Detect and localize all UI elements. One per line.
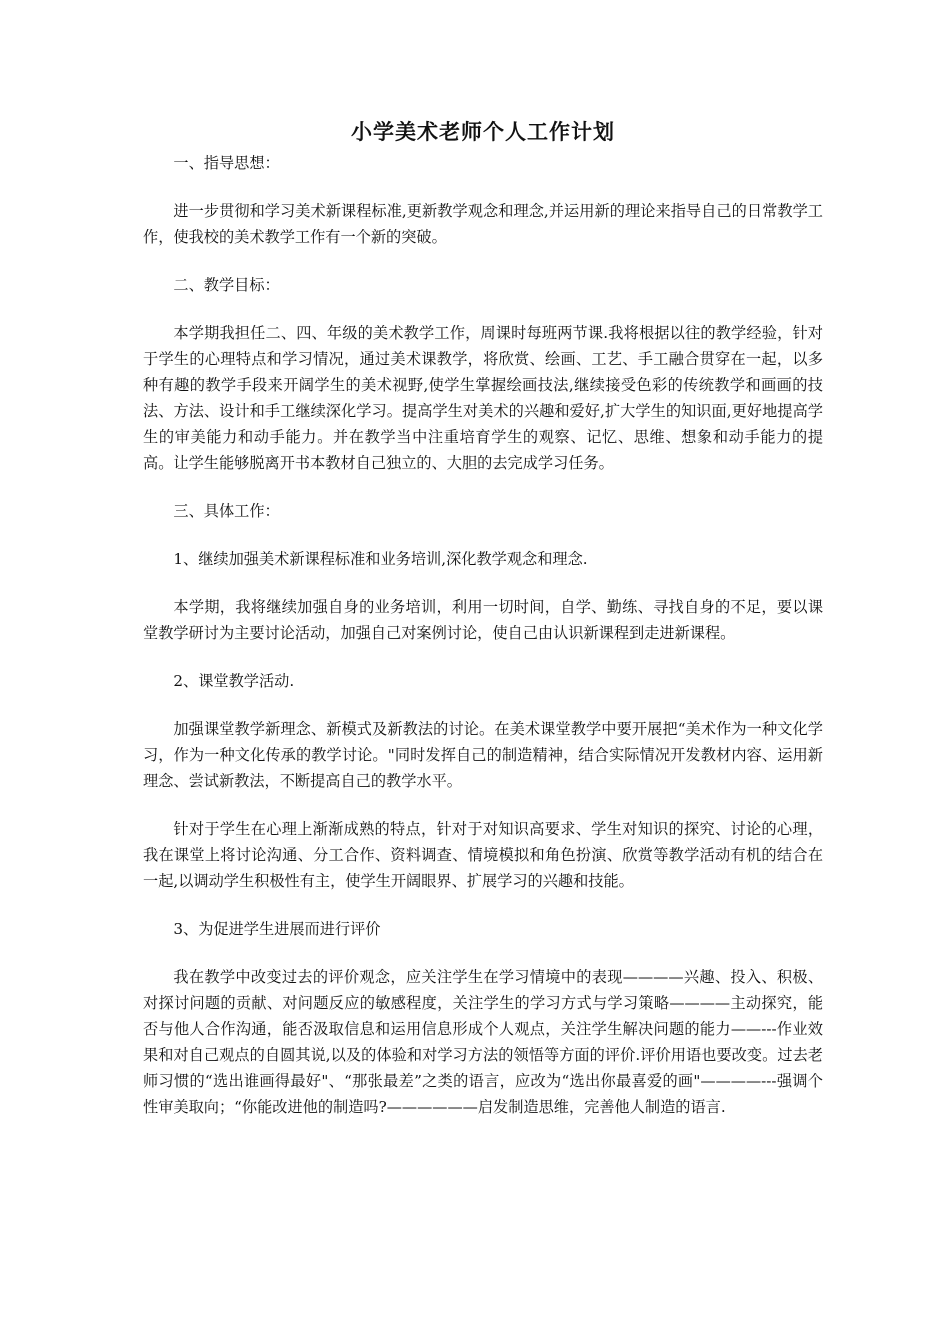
paragraph: 加强课堂教学新理念、新模式及新教法的讨论。在美术课堂教学中要开展把“美术作为一种文化学习，作为一种文化传承的教学讨论。"同时发挥自己的制造精神，结合实际情况开发教材内容、运用新理念、尝试新教法，不断提高自己的教学水平。: [143, 720, 823, 790]
subsection-heading-3: 3、为促进学生进展而进行评价: [173, 920, 381, 938]
paragraph: 进一步贯彻和学习美术新课程标准,更新教学观念和理念,并运用新的理论来指导自己的日常教学工作，使我校的美术教学工作有一个新的突破。: [143, 202, 823, 246]
document-page: [143, 118, 823, 1142]
paragraph: 针对于学生在心理上渐渐成熟的特点，针对于对知识高要求、学生对知识的探究、讨论的心理，我在课堂上将讨论沟通、分工合作、资料调查、情境模拟和角色扮演、欣赏等教学活动有机的结合在一起,以调动学生积极性有主，使学生开阔眼界、扩展学习的兴趣和技能。: [143, 820, 823, 890]
subsection-heading-1: 1、继续加强美术新课程标准和业务培训,深化教学观念和理念.: [173, 550, 588, 568]
subsection-heading-2: 2、课堂教学活动.: [173, 672, 295, 690]
paragraph: 本学期，我将继续加强自身的业务培训，利用一切时间，自学、勤练、寻找自身的不足，要以课堂教学研讨为主要讨论活动，加强自己对案例讨论，使自己由认识新课程到走进新课程。: [143, 598, 823, 642]
paragraph: 本学期我担任二、四、年级的美术教学工作，周课时每班两节课.我将根据以往的教学经验，针对于学生的心理特点和学习情况，通过美术课教学，将欣赏、绘画、工艺、手工融合贯穿在一起，以多种有趣的教学手段来开阔学生的美术视野,使学生掌握绘画技法,继续接受色彩的传统教学和画画的技法、方法、设计和手工继续深化学习。提高学生对美术的兴趣和爱好,扩大学生的知识面,更好地提高学生的审美能力和动手能力。并在教学当中注重培育学生的观察、记忆、思维、想象和动手能力的提高。让学生能够脱离开书本教材自己独立的、大胆的去完成学习任务。: [143, 324, 823, 472]
document-title: 小学美术老师个人工作计划: [351, 120, 615, 144]
paragraph: 我在教学中改变过去的评价观念，应关注学生在学习情境中的表现————兴趣、投入、积极、对探讨问题的贡献、对问题反应的敏感程度，关注学生的学习方式与学习策略————主动探究，能否与他人合作沟通，能否汲取信息和运用信息形成个人观点，关注学生解决问题的能力——---作业效果和对自己观点的自圆其说,以及的体验和对学习方法的领悟等方面的评价.评价用语也要改变。过去老师习惯的“选出谁画得最好"、“那张最差”之类的语言，应改为“选出你最喜爱的画"————---强调个性审美取向；“你能改进他的制造吗?——————启发制造思维，完善他人制造的语言.: [143, 968, 823, 1116]
section-heading-specific-work: 三、具体工作：: [173, 502, 280, 520]
section-heading-teaching-goals: 二、教学目标：: [173, 276, 280, 294]
section-heading-guiding-thought: 一、指导思想：: [173, 154, 280, 172]
